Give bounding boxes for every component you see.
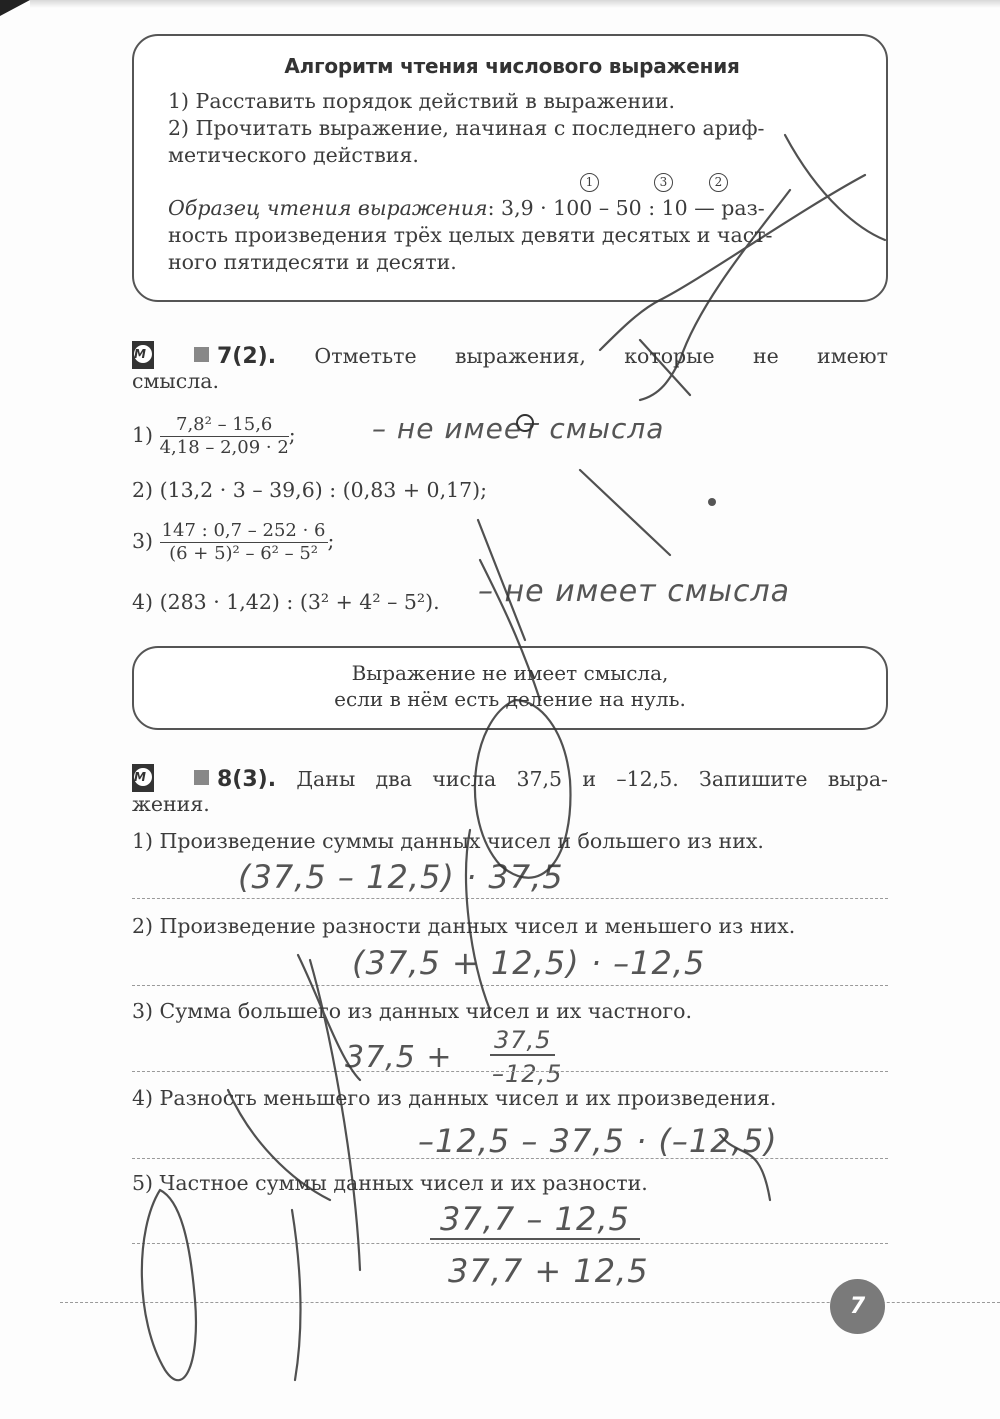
rule-line-2: если в нём есть деление на нуль.	[334, 687, 686, 711]
handwritten-answer-8-3-den: –12,5	[492, 1060, 563, 1088]
task-7-item-1: 1) $\frac{\text{7,8² – 15,6}}{4,18 - 2,09 \cdot 2}$ ;	[132, 414, 296, 458]
handwritten-answer-8-5-num: 37,7 – 12,5	[430, 1200, 640, 1240]
task-7-item-2: 2) (13,2 · 3 – 39,6) : (0,83 + 0,17);	[132, 478, 488, 502]
task-8-item-2: 2) Произведение разности данных чисел и меньшего из них.	[132, 914, 796, 938]
scan-edge-shade	[30, 0, 1000, 8]
task-8-prompt: Даны два числа 37,5 и –12,5. Запишите выра-	[296, 767, 888, 791]
answer-line	[132, 985, 888, 986]
task-8-item-4: 4) Разность меньшего из данных чисел и их произведения.	[132, 1086, 777, 1110]
fraction: $\frac{147 : 0,7 - 252 \cdot 6}{\text{(6 + 5)² – 6² – 5²}}$	[161, 520, 326, 564]
m-badge-icon: М	[132, 764, 154, 792]
sample-reading-line-3: ного пятидесяти и десяти.	[168, 250, 457, 274]
sample-reading-line-2: ность произведения трёх целых девяти десятых и част-	[168, 223, 773, 247]
task-8-item-3: 3) Сумма большего из данных чисел и их частного.	[132, 999, 693, 1023]
task-7-number: 7(2).	[217, 344, 277, 369]
answer-line	[132, 1158, 888, 1159]
level-square-icon	[194, 347, 209, 362]
handwritten-answer-7-4: – не имеет смысла	[478, 574, 791, 609]
handwritten-answer-8-3-num: 37,5	[490, 1026, 555, 1056]
page-corner-shadow	[0, 0, 30, 16]
handwritten-answer-8-3-int: 37,5 +	[345, 1040, 453, 1075]
handwritten-answer-8-2: (37,5 + 12,5) · –12,5	[352, 944, 706, 982]
handwritten-answer-8-5-den: 37,7 + 12,5	[448, 1252, 649, 1290]
task-8-item-5: 5) Частное суммы данных чисел и их разности.	[132, 1171, 648, 1195]
order-mark-1: 1	[580, 173, 599, 192]
rule-box	[132, 646, 888, 730]
task-8-number: 8(3).	[217, 767, 277, 792]
answer-line	[132, 1071, 888, 1072]
algorithm-step-2-cont: метического действия.	[168, 143, 419, 167]
task-7-item-4: 4) (283 · 1,42) : (3² + 4² – 5²).	[132, 590, 440, 614]
answer-line	[132, 898, 888, 899]
rule-line-1: Выражение не имеет смысла,	[351, 661, 669, 685]
algorithm-box	[132, 34, 888, 302]
algorithm-title: Алгоритм чтения числового выражения	[284, 54, 740, 78]
task-7-header	[132, 341, 888, 370]
handwritten-answer-8-4: –12,5 – 37,5 · (–12,5)	[418, 1122, 778, 1160]
fraction: $\frac{\text{7,8² – 15,6}}{4,18 - 2,09 \cdot 2}$	[159, 414, 289, 458]
page-number-badge: 7	[830, 1279, 885, 1334]
handwritten-answer-8-1: (37,5 – 12,5) · 37,5	[238, 858, 564, 896]
order-mark-3: 3	[654, 173, 673, 192]
algorithm-step-1: 1) Расставить порядок действий в выражении.	[168, 89, 676, 113]
order-mark-2: 2	[709, 173, 728, 192]
answer-line	[132, 1243, 888, 1244]
algorithm-step-2: 2) Прочитать выражение, начиная с последнего ариф-	[168, 116, 765, 140]
sample-expression: : 3,9 · 100 – 50 : 10 — раз-	[487, 196, 765, 220]
task-7-prompt: Отметьте выражения, которые не имеют	[314, 344, 888, 368]
sample-label: Образец чтения выражения	[168, 196, 488, 220]
level-square-icon	[194, 770, 209, 785]
sample-reading	[168, 175, 856, 222]
task-8-prompt-cont: жения.	[132, 792, 210, 816]
task-7-prompt-cont: смысла.	[132, 369, 219, 393]
m-badge-icon: М	[132, 341, 154, 369]
task-8-header	[132, 764, 888, 793]
task-8-item-1: 1) Произведение суммы данных чисел и большего из них.	[132, 829, 764, 853]
task-7-item-3: 3) $\frac{147 : 0,7 - 252 \cdot 6}{\text{(6 + 5)² – 6² – 5²}}$ ;	[132, 520, 335, 564]
handwritten-answer-7-1: – не имеет смысла	[372, 412, 665, 445]
